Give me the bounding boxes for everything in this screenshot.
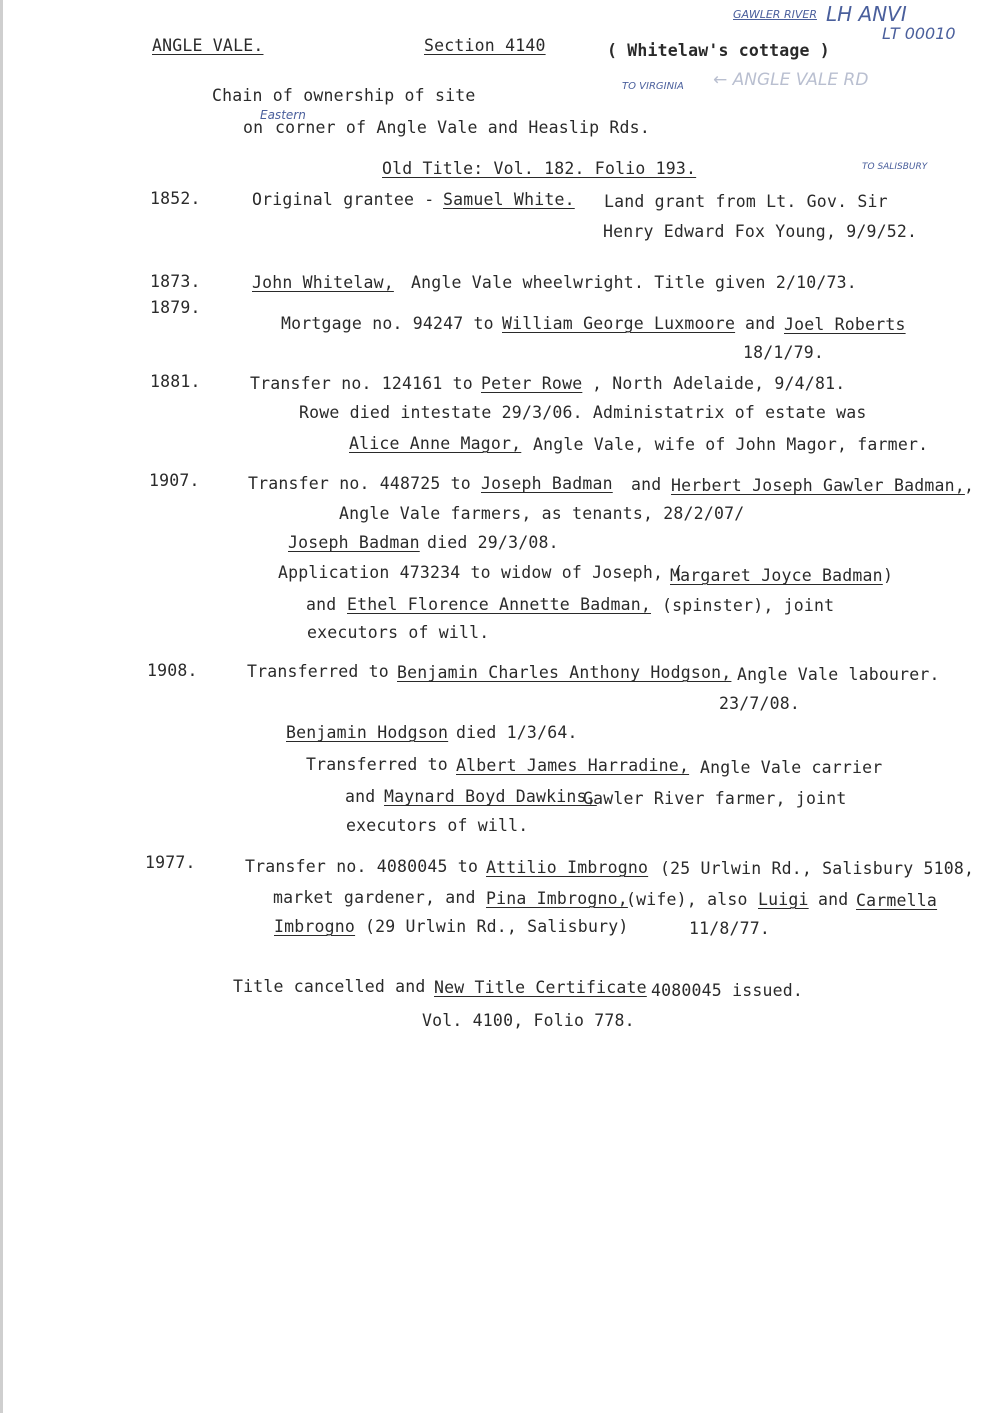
entry-1907-name5: Ethel Florence Annette Badman,: [347, 595, 652, 614]
entry-1977-name3: Luigi: [758, 890, 809, 909]
entry-1977-text-b: (25 Urlwin Rd., Salisbury 5108,: [660, 859, 975, 878]
entry-1907-line5-b: (spinster), joint: [662, 596, 835, 615]
entry-1977-line2-a: market gardener, and: [273, 888, 476, 907]
entry-1881-name: Peter Rowe: [481, 374, 583, 393]
entry-1907-and: and: [631, 475, 662, 494]
entry-1908-line3: died 1/3/64.: [456, 723, 578, 742]
closing-new-title-certificate: New Title Certificate: [434, 978, 647, 997]
entry-1881-name2: Alice Anne Magor,: [349, 434, 522, 453]
entry-1907-line6: executors of will.: [307, 623, 490, 642]
entry-1908-line5-b: Gawler River farmer, joint: [583, 789, 847, 808]
entry-1907-name4: Margaret Joyce Badman: [670, 566, 883, 585]
entry-1908-line5-a: and: [345, 787, 376, 806]
intro-line2-prefix: on: [243, 118, 264, 137]
entry-1879-and: and: [745, 314, 776, 333]
entry-1907-line3: died 29/3/08.: [427, 533, 559, 552]
header-place: ANGLE VALE.: [152, 36, 264, 55]
entry-1977-name2: Pina Imbrogno,: [486, 889, 628, 908]
entry-1908-text-a: Transferred to: [247, 662, 389, 681]
entry-1879-name1: William George Luxmoore: [502, 314, 736, 333]
entry-1908-date: 23/7/08.: [719, 694, 801, 713]
intro-line1: Chain of ownership of site: [212, 86, 476, 105]
entry-1873-text: Angle Vale wheelwright. Title given 2/10/73.: [411, 273, 857, 292]
entry-1977-date: 11/8/77.: [689, 919, 771, 938]
annotation-angle-vale-rd: ← ANGLE VALE RD: [713, 70, 869, 90]
entry-1908-line6: executors of will.: [346, 816, 529, 835]
entry-1852-line2: Henry Edward Fox Young, 9/9/52.: [603, 222, 918, 241]
scan-left-edge: [0, 0, 3, 1413]
entry-1977-name1: Attilio Imbrogno: [486, 858, 649, 877]
year-1881: 1881.: [150, 372, 201, 391]
entry-1908-line4-a: Transferred to: [306, 755, 448, 774]
entry-1873-name: John Whitelaw,: [252, 273, 394, 292]
entry-1977-name5: Imbrogno: [274, 917, 356, 936]
year-1873: 1873.: [150, 272, 201, 291]
year-1908: 1908.: [147, 661, 198, 680]
year-1907: 1907.: [149, 471, 200, 490]
entry-1907-name2: Herbert Joseph Gawler Badman,: [671, 476, 965, 495]
entry-1977-line2-b: (wife), also: [626, 890, 748, 909]
entry-1881-text-a: Transfer no. 124161 to: [250, 374, 473, 393]
entry-1977-line3: (29 Urlwin Rd., Salisbury): [365, 917, 629, 936]
annotation-gawler-river: GAWLER RIVER: [733, 8, 817, 21]
entry-1908-text-b: Angle Vale labourer.: [737, 665, 940, 684]
entry-1852-text-b: Land grant from Lt. Gov. Sir: [604, 192, 888, 211]
entry-1879-text-a: Mortgage no. 94247 to: [281, 314, 494, 333]
annotation-lhanvi: LH ANVI: [826, 2, 907, 26]
year-1977: 1977.: [145, 853, 196, 872]
annotation-to-salisbury: TO SALISBURY: [862, 162, 928, 172]
entry-1907-text-a: Transfer no. 448725 to: [248, 474, 471, 493]
entry-1908-name2: Benjamin Hodgson: [286, 723, 449, 742]
year-1852: 1852.: [150, 189, 201, 208]
annotation-to-virginia: TO VIRGINIA: [622, 81, 684, 92]
entry-1907-comma: ,: [964, 476, 975, 495]
closing-text-b: 4080045 issued.: [651, 981, 804, 1000]
entry-1879-date: 18/1/79.: [743, 343, 825, 362]
entry-1908-name1: Benjamin Charles Anthony Hodgson,: [397, 663, 732, 682]
entry-1852-grantee: Samuel White.: [443, 190, 575, 209]
entry-1879-name2: Joel Roberts: [784, 315, 906, 334]
header-section: Section 4140: [424, 36, 546, 55]
old-title: Old Title: Vol. 182. Folio 193.: [382, 159, 697, 178]
year-1879: 1879.: [150, 298, 201, 317]
entry-1881-line3: Angle Vale, wife of John Magor, farmer.: [533, 435, 929, 454]
entry-1907-line2: Angle Vale farmers, as tenants, 28/2/07/: [339, 504, 745, 523]
entry-1908-name4: Maynard Boyd Dawkins,: [384, 787, 597, 806]
entry-1907-name1: Joseph Badman: [481, 474, 613, 493]
closing-line2: Vol. 4100, Folio 778.: [422, 1011, 635, 1030]
entry-1907-line4-a: Application 473234 to widow of Joseph, (: [278, 563, 684, 582]
closing-text-a: Title cancelled and: [233, 977, 426, 996]
entry-1977-text-a: Transfer no. 4080045 to: [245, 857, 479, 876]
entry-1908-name3: Albert James Harradine,: [456, 756, 690, 775]
annotation-eastern: Eastern: [260, 108, 306, 122]
entry-1907-line5-a: and: [306, 595, 337, 614]
entry-1977-line2-c: and: [818, 890, 849, 909]
entry-1907-name3: Joseph Badman: [288, 533, 420, 552]
annotation-code: LT 00010: [882, 24, 956, 43]
entry-1881-line2: Rowe died intestate 29/3/06. Administatrix of estate was: [299, 403, 867, 422]
entry-1907-line4-b: ): [883, 566, 894, 585]
entry-1977-name4: Carmella: [856, 891, 938, 910]
header-cottage: ( Whitelaw's cottage ): [607, 41, 830, 60]
intro-line2-rest: corner of Angle Vale and Heaslip Rds.: [275, 118, 650, 137]
entry-1908-line4-b: Angle Vale carrier: [700, 758, 883, 777]
entry-1852-text-a: Original grantee -: [252, 190, 435, 209]
entry-1881-text-b: , North Adelaide, 9/4/81.: [592, 374, 846, 393]
